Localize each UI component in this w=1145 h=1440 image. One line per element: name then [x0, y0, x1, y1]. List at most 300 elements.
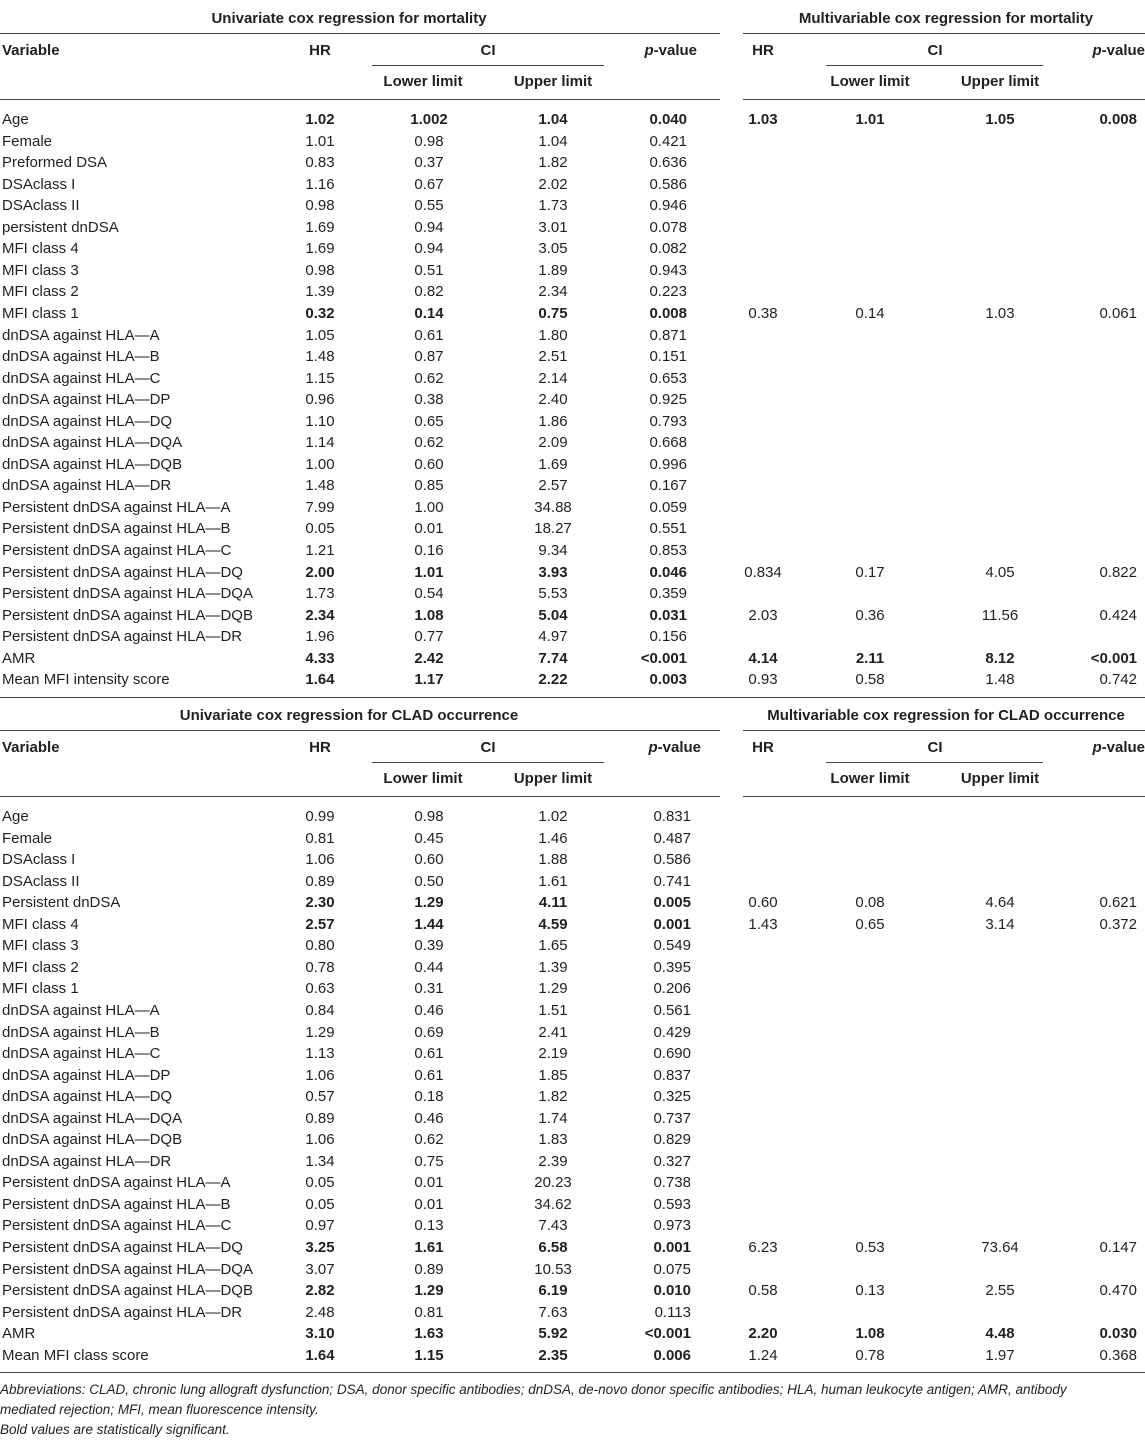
mortality-row-upper: 4.97 [538, 628, 568, 645]
clad-row-hr: 3.10 [305, 1325, 335, 1342]
clad-row-variable: dnDSA against HLA—B [2, 1024, 160, 1041]
mortality-row-upper: 2.02 [538, 176, 568, 193]
mortality-row-multi-upper: 1.03 [985, 305, 1015, 322]
mortality-row-variable: dnDSA against HLA—DQA [2, 434, 183, 451]
mortality-table [0, 0, 1145, 700]
clad-bottom-rule [0, 1372, 1145, 1373]
mortality-row-lower: 0.51 [414, 262, 444, 279]
mortality-row-hr: 1.96 [305, 628, 335, 645]
mortality-row-multi-hr: 0.834 [744, 564, 782, 581]
clad-row-multi-pvalue: 0.372 [1099, 916, 1137, 933]
mortality-row-multi-lower: 0.58 [855, 671, 885, 688]
clad-ci-rule [372, 762, 604, 763]
mortality-row-multi-hr: 0.93 [748, 671, 778, 688]
mortality-row-pvalue: 0.551 [649, 520, 687, 537]
clad-row-upper: 2.35 [538, 1347, 568, 1364]
clad-header-rule [0, 796, 720, 797]
clad-row-hr: 0.89 [305, 1110, 335, 1127]
clad-row-lower: 0.69 [414, 1024, 444, 1041]
mortality-multi-header-ci: CI [927, 42, 943, 59]
mortality-row-upper: 2.57 [538, 477, 568, 494]
mortality-row-pvalue: 0.046 [649, 564, 687, 581]
clad-row-pvalue: 0.737 [653, 1110, 691, 1127]
mortality-multi-header-lower: Lower limit [830, 73, 910, 90]
mortality-row-hr: 1.14 [305, 434, 335, 451]
mortality-row-pvalue: 0.946 [649, 197, 687, 214]
clad-row-pvalue: 0.831 [653, 808, 691, 825]
footnote-line-3: Bold values are statistically significant. [0, 1422, 230, 1437]
clad-row-multi-lower: 1.08 [855, 1325, 885, 1342]
mortality-row-variable: dnDSA against HLA—DQB [2, 456, 183, 473]
mortality-row-hr: 0.98 [305, 262, 335, 279]
clad-row-variable: MFI class 1 [2, 980, 79, 997]
mortality-row-lower: 1.002 [410, 111, 448, 128]
mortality-row-upper: 1.04 [538, 111, 568, 128]
clad-row-variable: dnDSA against HLA—C [2, 1045, 161, 1062]
clad-row-lower: 0.18 [414, 1088, 444, 1105]
clad-row-multi-pvalue: 0.147 [1099, 1239, 1137, 1256]
clad-univariate-title: Univariate cox regression for CLAD occurrence [179, 707, 519, 724]
mortality-row-lower: 0.94 [414, 240, 444, 257]
clad-row-upper: 2.39 [538, 1153, 568, 1170]
mortality-row-variable: dnDSA against HLA—DQ [2, 413, 173, 430]
mortality-row-upper: 2.51 [538, 348, 568, 365]
clad-row-variable: dnDSA against HLA—DQB [2, 1131, 183, 1148]
mortality-row-pvalue: <0.001 [640, 650, 687, 667]
mortality-row-variable: MFI class 4 [2, 240, 79, 257]
mortality-row-lower: 0.77 [414, 628, 444, 645]
clad-row-upper: 6.19 [538, 1282, 568, 1299]
mortality-row-variable: dnDSA against HLA—B [2, 348, 160, 365]
mortality-row-multi-upper: 8.12 [985, 650, 1015, 667]
mortality-header-hr: HR [309, 42, 331, 59]
mortality-row-multi-lower: 0.14 [855, 305, 885, 322]
mortality-row-multi-upper: 4.05 [985, 564, 1015, 581]
mortality-row-lower: 0.87 [414, 348, 444, 365]
mortality-row-hr: 4.33 [305, 650, 335, 667]
clad-row-lower: 0.01 [414, 1174, 444, 1191]
clad-row-hr: 2.48 [305, 1304, 335, 1321]
clad-row-pvalue: 0.327 [653, 1153, 691, 1170]
clad-row-hr: 0.80 [305, 937, 335, 954]
clad-header-ci: CI [480, 739, 496, 756]
mortality-row-pvalue: 0.925 [649, 391, 687, 408]
clad-row-variable: MFI class 2 [2, 959, 79, 976]
mortality-row-pvalue: 0.003 [649, 671, 687, 688]
mortality-row-variable: Preformed DSA [2, 154, 108, 171]
mortality-multi-title-rule [743, 33, 1145, 34]
mortality-row-multi-upper: 1.48 [985, 671, 1015, 688]
clad-row-multi-upper: 2.55 [985, 1282, 1015, 1299]
clad-row-hr: 2.30 [305, 894, 335, 911]
mortality-row-hr: 0.96 [305, 391, 335, 408]
clad-multivariable-title: Multivariable cox regression for CLAD occurrence [767, 707, 1125, 724]
clad-row-upper: 4.11 [538, 894, 568, 911]
mortality-row-lower: 0.65 [414, 413, 444, 430]
clad-row-lower: 1.29 [414, 894, 444, 911]
clad-row-hr: 0.63 [305, 980, 335, 997]
clad-row-multi-pvalue: 0.470 [1099, 1282, 1137, 1299]
mortality-row-pvalue: 0.586 [649, 176, 687, 193]
clad-row-upper: 5.92 [538, 1325, 568, 1342]
mortality-row-lower: 0.94 [414, 219, 444, 236]
mortality-row-pvalue: 0.871 [649, 327, 687, 344]
mortality-row-variable: Persistent dnDSA against HLA—DQA [2, 585, 253, 602]
mortality-row-variable: Persistent dnDSA against HLA—DQB [2, 607, 253, 624]
mortality-row-hr: 1.01 [305, 133, 335, 150]
mortality-row-pvalue: 0.078 [649, 219, 687, 236]
mortality-row-lower: 1.08 [414, 607, 444, 624]
clad-row-lower: 0.61 [414, 1045, 444, 1062]
mortality-row-multi-pvalue: <0.001 [1090, 650, 1137, 667]
mortality-row-pvalue: 0.008 [649, 305, 687, 322]
clad-row-hr: 1.29 [305, 1024, 335, 1041]
mortality-row-upper: 34.88 [534, 499, 572, 516]
clad-row-pvalue: 0.001 [653, 1239, 691, 1256]
clad-row-pvalue: 0.738 [653, 1174, 691, 1191]
mortality-uni-title-rule [0, 33, 720, 34]
mortality-row-variable: DSAclass II [2, 197, 80, 214]
mortality-row-hr: 1.05 [305, 327, 335, 344]
clad-row-hr: 0.89 [305, 873, 335, 890]
clad-row-variable: dnDSA against HLA—DR [2, 1153, 172, 1170]
footnote-line-2: mediated rejection; MFI, mean fluorescence intensity. [0, 1402, 319, 1417]
clad-row-upper: 1.61 [538, 873, 568, 890]
clad-row-pvalue: 0.561 [653, 1002, 691, 1019]
clad-row-lower: 1.63 [414, 1325, 444, 1342]
mortality-row-hr: 0.05 [305, 520, 335, 537]
mortality-row-pvalue: 0.167 [649, 477, 687, 494]
clad-row-lower: 0.98 [414, 808, 444, 825]
clad-multi-header-lower: Lower limit [830, 770, 910, 787]
clad-row-pvalue: 0.487 [653, 830, 691, 847]
clad-row-lower: 0.61 [414, 1067, 444, 1084]
clad-row-variable: MFI class 4 [2, 916, 79, 933]
clad-row-hr: 1.34 [305, 1153, 335, 1170]
clad-row-multi-lower: 0.08 [855, 894, 885, 911]
mortality-row-lower: 0.67 [414, 176, 444, 193]
mortality-row-pvalue: 0.059 [649, 499, 687, 516]
mortality-header-ci: CI [480, 42, 496, 59]
mortality-row-lower: 0.98 [414, 133, 444, 150]
clad-row-upper: 1.85 [538, 1067, 568, 1084]
clad-row-lower: 0.62 [414, 1131, 444, 1148]
mortality-header-upper: Upper limit [513, 73, 593, 90]
clad-row-upper: 6.58 [538, 1239, 568, 1256]
mortality-row-multi-hr: 4.14 [748, 650, 778, 667]
mortality-row-variable: AMR [2, 650, 36, 667]
mortality-row-lower: 0.62 [414, 434, 444, 451]
clad-row-variable: Persistent dnDSA against HLA—DQB [2, 1282, 253, 1299]
clad-row-pvalue: 0.586 [653, 851, 691, 868]
clad-row-pvalue: 0.325 [653, 1088, 691, 1105]
clad-header-hr: HR [309, 739, 331, 756]
mortality-header-variable: Variable [2, 42, 60, 59]
mortality-row-multi-pvalue: 0.822 [1099, 564, 1137, 581]
mortality-row-multi-lower: 0.17 [855, 564, 885, 581]
clad-uni-title-rule [0, 730, 720, 731]
mortality-row-lower: 0.54 [414, 585, 444, 602]
mortality-row-upper: 2.09 [538, 434, 568, 451]
mortality-row-lower: 0.60 [414, 456, 444, 473]
mortality-row-pvalue: 0.082 [649, 240, 687, 257]
mortality-row-pvalue: 0.421 [649, 133, 687, 150]
mortality-row-upper: 1.86 [538, 413, 568, 430]
clad-row-variable: dnDSA against HLA—DP [2, 1067, 171, 1084]
mortality-row-variable: Persistent dnDSA against HLA—B [2, 520, 231, 537]
mortality-row-variable: Mean MFI intensity score [2, 671, 170, 688]
clad-row-variable: Mean MFI class score [2, 1347, 149, 1364]
clad-row-upper: 1.83 [538, 1131, 568, 1148]
mortality-row-lower: 0.85 [414, 477, 444, 494]
mortality-row-multi-upper: 11.56 [981, 607, 1019, 624]
mortality-row-hr: 1.02 [305, 111, 335, 128]
mortality-row-upper: 1.69 [538, 456, 568, 473]
clad-row-upper: 1.82 [538, 1088, 568, 1105]
clad-row-pvalue: 0.741 [653, 873, 691, 890]
clad-row-multi-pvalue: 0.621 [1099, 894, 1137, 911]
mortality-row-hr: 7.99 [305, 499, 335, 516]
clad-row-pvalue: 0.075 [653, 1261, 691, 1278]
clad-row-variable: Persistent dnDSA against HLA—B [2, 1196, 231, 1213]
mortality-row-hr: 2.00 [305, 564, 335, 581]
clad-row-upper: 20.23 [534, 1174, 572, 1191]
mortality-row-hr: 0.32 [305, 305, 335, 322]
clad-row-lower: 0.46 [414, 1110, 444, 1127]
mortality-row-variable: persistent dnDSA [2, 219, 119, 236]
mortality-row-upper: 1.82 [538, 154, 568, 171]
mortality-row-multi-upper: 1.05 [985, 111, 1015, 128]
mortality-row-multi-hr: 1.03 [748, 111, 778, 128]
clad-multi-header-rule [743, 796, 1145, 797]
mortality-row-hr: 1.64 [305, 671, 335, 688]
clad-row-hr: 2.82 [305, 1282, 335, 1299]
mortality-row-hr: 1.16 [305, 176, 335, 193]
mortality-row-variable: MFI class 1 [2, 305, 79, 322]
clad-row-lower: 0.46 [414, 1002, 444, 1019]
clad-row-multi-hr: 1.24 [748, 1347, 778, 1364]
mortality-row-hr: 1.00 [305, 456, 335, 473]
mortality-row-lower: 2.42 [414, 650, 444, 667]
clad-row-lower: 0.31 [414, 980, 444, 997]
mortality-row-hr: 1.48 [305, 477, 335, 494]
clad-header-pvalue: p-value [648, 739, 701, 756]
mortality-row-pvalue: 0.943 [649, 262, 687, 279]
mortality-row-lower: 1.00 [414, 499, 444, 516]
clad-row-variable: DSAclass II [2, 873, 80, 890]
clad-row-upper: 1.74 [538, 1110, 568, 1127]
clad-row-variable: AMR [2, 1325, 36, 1342]
clad-row-pvalue: 0.690 [653, 1045, 691, 1062]
clad-row-multi-pvalue: 0.368 [1099, 1347, 1137, 1364]
clad-row-multi-upper: 73.64 [981, 1239, 1019, 1256]
clad-row-lower: 0.13 [414, 1217, 444, 1234]
mortality-row-hr: 1.21 [305, 542, 335, 559]
clad-header-lower: Lower limit [383, 770, 463, 787]
mortality-row-hr: 1.73 [305, 585, 335, 602]
mortality-row-upper: 1.73 [538, 197, 568, 214]
clad-row-multi-hr: 0.60 [748, 894, 778, 911]
clad-row-lower: 0.89 [414, 1261, 444, 1278]
mortality-row-upper: 5.53 [538, 585, 568, 602]
mortality-univariate-title: Univariate cox regression for mortality [211, 10, 487, 27]
clad-row-hr: 0.05 [305, 1174, 335, 1191]
clad-row-hr: 3.07 [305, 1261, 335, 1278]
clad-row-multi-lower: 0.65 [855, 916, 885, 933]
mortality-row-variable: Persistent dnDSA against HLA—C [2, 542, 232, 559]
mortality-row-variable: dnDSA against HLA—C [2, 370, 161, 387]
mortality-row-hr: 1.48 [305, 348, 335, 365]
mortality-row-variable: MFI class 2 [2, 283, 79, 300]
mortality-row-variable: DSAclass I [2, 176, 76, 193]
mortality-multi-header-upper: Upper limit [960, 73, 1040, 90]
clad-row-pvalue: 0.593 [653, 1196, 691, 1213]
clad-row-lower: 1.29 [414, 1282, 444, 1299]
mortality-row-multi-hr: 0.38 [748, 305, 778, 322]
clad-row-hr: 1.06 [305, 1131, 335, 1148]
clad-row-multi-upper: 4.48 [985, 1325, 1015, 1342]
clad-row-hr: 0.97 [305, 1217, 335, 1234]
clad-row-hr: 0.78 [305, 959, 335, 976]
clad-row-hr: 2.57 [305, 916, 335, 933]
mortality-multi-header-pvalue: p-value [1092, 42, 1145, 59]
clad-row-pvalue: 0.005 [653, 894, 691, 911]
mortality-row-pvalue: 0.653 [649, 370, 687, 387]
mortality-row-pvalue: 0.668 [649, 434, 687, 451]
clad-row-multi-lower: 0.78 [855, 1347, 885, 1364]
clad-row-upper: 1.88 [538, 851, 568, 868]
clad-row-pvalue: 0.395 [653, 959, 691, 976]
mortality-row-variable: dnDSA against HLA—DR [2, 477, 172, 494]
mortality-row-pvalue: 0.793 [649, 413, 687, 430]
mortality-row-multi-hr: 2.03 [748, 607, 778, 624]
clad-header-upper: Upper limit [513, 770, 593, 787]
mortality-row-lower: 0.16 [414, 542, 444, 559]
clad-row-upper: 34.62 [534, 1196, 572, 1213]
mortality-row-lower: 0.61 [414, 327, 444, 344]
clad-row-upper: 1.46 [538, 830, 568, 847]
clad-row-upper: 7.43 [538, 1217, 568, 1234]
clad-row-hr: 0.57 [305, 1088, 335, 1105]
clad-row-hr: 0.84 [305, 1002, 335, 1019]
clad-row-upper: 7.63 [538, 1304, 568, 1321]
mortality-row-variable: Age [2, 111, 29, 128]
mortality-row-upper: 3.01 [538, 219, 568, 236]
clad-row-pvalue: 0.837 [653, 1067, 691, 1084]
mortality-row-pvalue: 0.031 [649, 607, 687, 624]
mortality-row-hr: 1.69 [305, 219, 335, 236]
clad-row-lower: 1.61 [414, 1239, 444, 1256]
clad-multi-header-hr: HR [752, 739, 774, 756]
clad-row-hr: 0.99 [305, 808, 335, 825]
mortality-row-variable: MFI class 3 [2, 262, 79, 279]
mortality-row-variable: Persistent dnDSA against HLA—DR [2, 628, 243, 645]
clad-row-variable: Persistent dnDSA against HLA—DQ [2, 1239, 243, 1256]
mortality-row-lower: 0.37 [414, 154, 444, 171]
mortality-row-multi-pvalue: 0.008 [1099, 111, 1137, 128]
clad-row-upper: 1.51 [538, 1002, 568, 1019]
mortality-ci-rule [372, 65, 604, 66]
clad-row-variable: Persistent dnDSA against HLA—C [2, 1217, 232, 1234]
mortality-row-lower: 0.38 [414, 391, 444, 408]
clad-row-lower: 0.75 [414, 1153, 444, 1170]
mortality-row-lower: 0.55 [414, 197, 444, 214]
mortality-row-pvalue: 0.151 [649, 348, 687, 365]
clad-multi-ci-rule [826, 762, 1043, 763]
mortality-row-hr: 1.69 [305, 240, 335, 257]
mortality-row-hr: 2.34 [305, 607, 335, 624]
clad-row-variable: dnDSA against HLA—DQ [2, 1088, 173, 1105]
clad-row-variable: Persistent dnDSA [2, 894, 121, 911]
mortality-row-upper: 0.75 [538, 305, 568, 322]
clad-row-pvalue: 0.973 [653, 1217, 691, 1234]
clad-row-lower: 0.50 [414, 873, 444, 890]
mortality-row-multi-lower: 0.36 [855, 607, 885, 624]
clad-row-multi-lower: 0.53 [855, 1239, 885, 1256]
mortality-row-variable: dnDSA against HLA—DP [2, 391, 171, 408]
clad-row-pvalue: 0.010 [653, 1282, 691, 1299]
clad-row-hr: 1.64 [305, 1347, 335, 1364]
mortality-row-multi-lower: 2.11 [855, 650, 885, 667]
mortality-row-variable: Female [2, 133, 53, 150]
mortality-row-upper: 5.04 [538, 607, 568, 624]
clad-row-hr: 0.05 [305, 1196, 335, 1213]
mortality-row-pvalue: 0.040 [649, 111, 687, 128]
clad-row-multi-upper: 4.64 [985, 894, 1015, 911]
mortality-row-multi-pvalue: 0.424 [1099, 607, 1137, 624]
clad-row-upper: 1.39 [538, 959, 568, 976]
mortality-row-multi-pvalue: 0.061 [1099, 305, 1137, 322]
mortality-row-upper: 2.22 [538, 671, 568, 688]
clad-row-variable: DSAclass I [2, 851, 76, 868]
clad-row-variable: dnDSA against HLA—A [2, 1002, 160, 1019]
mortality-row-lower: 0.01 [414, 520, 444, 537]
clad-row-multi-lower: 0.13 [855, 1282, 885, 1299]
clad-table [0, 697, 1145, 1397]
clad-row-pvalue: 0.829 [653, 1131, 691, 1148]
mortality-row-upper: 9.34 [538, 542, 568, 559]
mortality-header-pvalue: p-value [644, 42, 697, 59]
mortality-row-upper: 1.04 [538, 133, 568, 150]
clad-row-variable: Persistent dnDSA against HLA—DQA [2, 1261, 253, 1278]
clad-row-hr: 1.13 [305, 1045, 335, 1062]
mortality-row-pvalue: 0.359 [649, 585, 687, 602]
clad-row-pvalue: 0.429 [653, 1024, 691, 1041]
clad-row-upper: 1.02 [538, 808, 568, 825]
mortality-row-lower: 1.17 [414, 671, 444, 688]
clad-row-pvalue: 0.549 [653, 937, 691, 954]
clad-row-pvalue: 0.001 [653, 916, 691, 933]
clad-row-variable: Persistent dnDSA against HLA—DR [2, 1304, 243, 1321]
clad-row-multi-pvalue: 0.030 [1099, 1325, 1137, 1342]
mortality-row-lower: 0.82 [414, 283, 444, 300]
clad-row-upper: 1.65 [538, 937, 568, 954]
clad-row-pvalue: 0.206 [653, 980, 691, 997]
mortality-row-hr: 1.15 [305, 370, 335, 387]
mortality-multi-header-rule [743, 99, 1145, 100]
mortality-row-hr: 1.10 [305, 413, 335, 430]
mortality-row-upper: 2.34 [538, 283, 568, 300]
mortality-header-lower: Lower limit [383, 73, 463, 90]
mortality-row-hr: 0.98 [305, 197, 335, 214]
mortality-row-upper: 1.80 [538, 327, 568, 344]
clad-row-lower: 0.45 [414, 830, 444, 847]
footnote-line-1: Abbreviations: CLAD, chronic lung allograft dysfunction; DSA, donor specific antibodies; dnDSA, de-novo donor specific antibodies; HLA, human leukocyte antigen; AMR, antibody [0, 1382, 1067, 1397]
mortality-row-pvalue: 0.996 [649, 456, 687, 473]
clad-row-lower: 0.01 [414, 1196, 444, 1213]
mortality-row-pvalue: 0.636 [649, 154, 687, 171]
mortality-row-pvalue: 0.853 [649, 542, 687, 559]
